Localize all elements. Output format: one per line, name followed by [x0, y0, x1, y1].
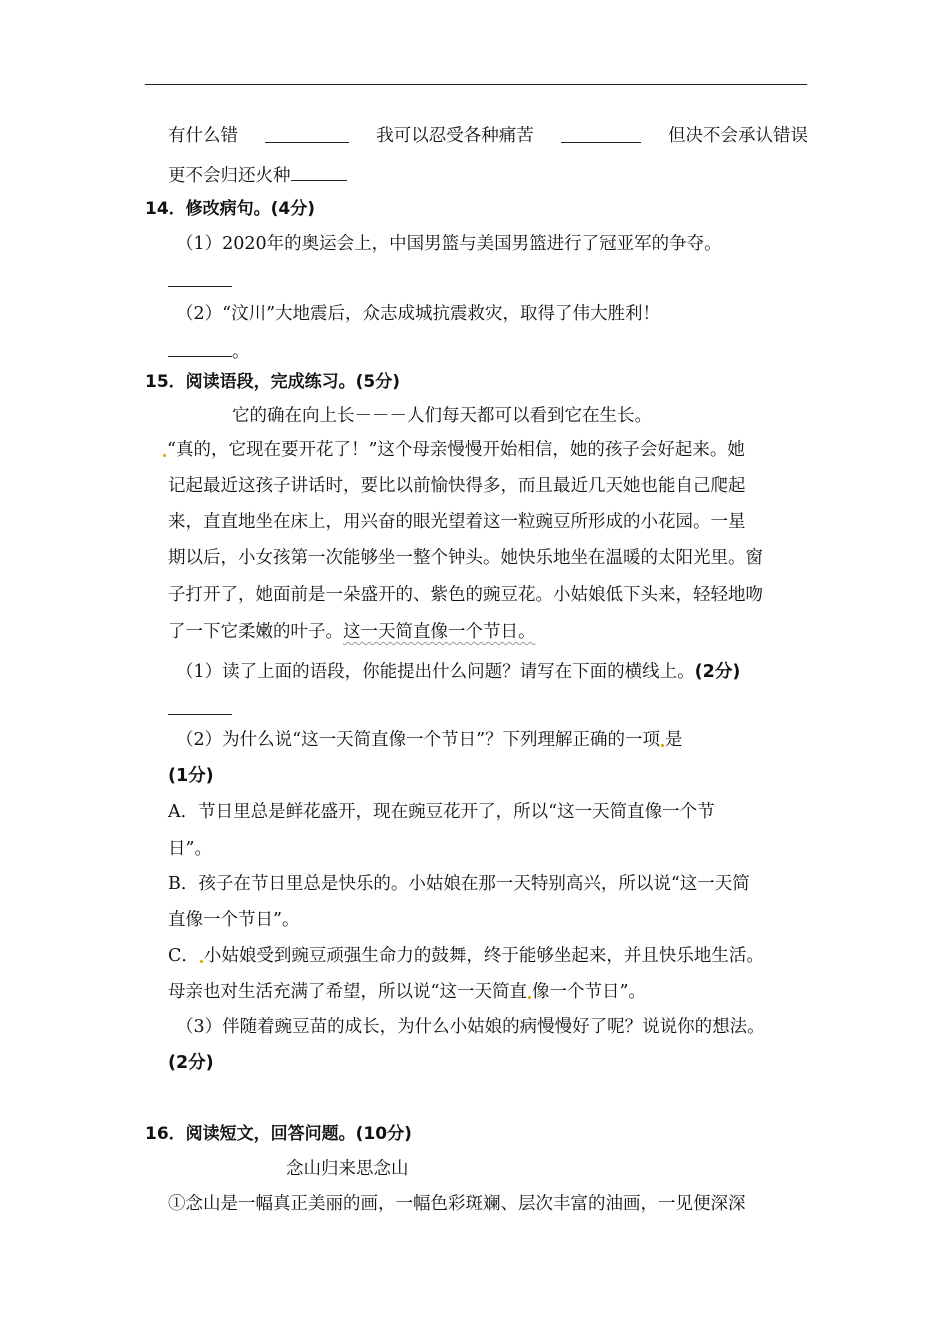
edit-mark [528, 996, 531, 999]
q15-question-3: （3）伴随着豌豆苗的成长，为什么小姑娘的病慢慢好了呢？说说你的想法。 [176, 1017, 765, 1037]
answer-blank[interactable] [168, 268, 232, 287]
option-a-line-2: 日”。 [168, 839, 212, 859]
q13-text-a: 有什么错 [168, 126, 238, 146]
q13-text-d: 更不会归还火种 [168, 166, 291, 186]
q15-passage-line-5: 子打开了，她面前是一朵盛开的、紫色的豌豆花。小姑娘低下头来，轻轻地吻 [168, 585, 763, 605]
q13-line-2 [168, 162, 347, 188]
q14-sentence-2: （2）“汶川”大地震后，众志成城抗震救灾，取得了伟大胜利！ [176, 304, 661, 324]
option-c-line-2: 母亲也对生活充满了希望，所以说“这一天简直 像一个节日”。 [168, 982, 646, 1002]
q14-title: 14．修改病句。(4分) [145, 199, 316, 219]
answer-blank[interactable] [561, 124, 641, 143]
edit-mark [163, 454, 166, 457]
answer-blank[interactable] [168, 696, 232, 715]
period: 。 [232, 342, 250, 362]
q16-passage-title: 念山归来思念山 [286, 1159, 409, 1179]
highlighted-sentence: 这一天简直像一个节日。 [343, 622, 536, 642]
q15-answer-1 [168, 696, 232, 722]
q14-answer-2 [168, 338, 250, 364]
q13-text-b: 我可以忍受各种痛苦 [376, 126, 534, 146]
q14-answer-1 [168, 268, 232, 294]
q15-title: 15．阅读语段，完成练习。(5分) [145, 372, 401, 392]
answer-blank[interactable] [291, 162, 347, 181]
q15-question-1: （1）读了上面的语段，你能提出什么问题？请写在下面的横线上。(2分) [176, 662, 741, 682]
answer-blank[interactable] [265, 124, 349, 143]
option-b-line-1[interactable]: B．孩子在节日里总是快乐的。小姑娘在那一天特别高兴，所以说“这一天简 [168, 874, 750, 894]
q15-question-2: （2）为什么说“这一天简直像一个节日”？下列理解正确的一项 是 [176, 730, 683, 750]
option-c-line-1[interactable]: C． 小姑娘受到豌豆顽强生命力的鼓舞，终于能够坐起来，并且快乐地生活。 [168, 946, 764, 966]
q14-sentence-1: （1）2020年的奥运会上，中国男篮与美国男篮进行了冠亚军的争夺。 [176, 234, 722, 254]
q15-passage-line-3: 来，直直地坐在床上，用兴奋的眼光望着这一粒豌豆所形成的小花园。一星 [168, 512, 746, 532]
q15-passage-line-4: 期以后，小女孩第一次能够坐一整个钟头。她快乐地坐在温暖的太阳光里。窗 [168, 548, 763, 568]
option-b-line-2: 直像一个节日”。 [168, 910, 300, 930]
q13-line-1 [168, 124, 808, 148]
score: (2分) [694, 662, 741, 682]
q15-question-3-score: (2分) [168, 1053, 214, 1073]
edit-mark [200, 960, 203, 963]
q15-passage-line-6: 了一下它柔嫩的叶子。这一天简直像一个节日。 [168, 622, 536, 642]
q13-text-c: 但决不会承认错误 [668, 126, 808, 146]
answer-blank[interactable] [168, 338, 232, 357]
header-rule [145, 84, 807, 85]
q15-passage-line-1: “真的，它现在要开花了！”这个母亲慢慢开始相信，她的孩子会好起来。她 [162, 438, 745, 462]
q16-title: 16．阅读短文，回答问题。(10分) [145, 1124, 412, 1144]
q16-passage-line-1: ①念山是一幅真正美丽的画，一幅色彩斑斓、层次丰富的油画，一见便深深 [168, 1194, 746, 1214]
q15-question-2-score: (1分) [168, 766, 214, 786]
option-a-line-1[interactable]: A．节日里总是鲜花盛开，现在豌豆花开了，所以“这一天简直像一个节 [168, 802, 715, 822]
edit-mark [661, 744, 664, 747]
q15-passage-line-2: 记起最近这孩子讲话时，要比以前愉快得多，而且最近几天她也能自己爬起 [168, 476, 746, 496]
q15-passage-line-0: 它的确在向上长－－－人们每天都可以看到它在生长。 [232, 406, 652, 426]
